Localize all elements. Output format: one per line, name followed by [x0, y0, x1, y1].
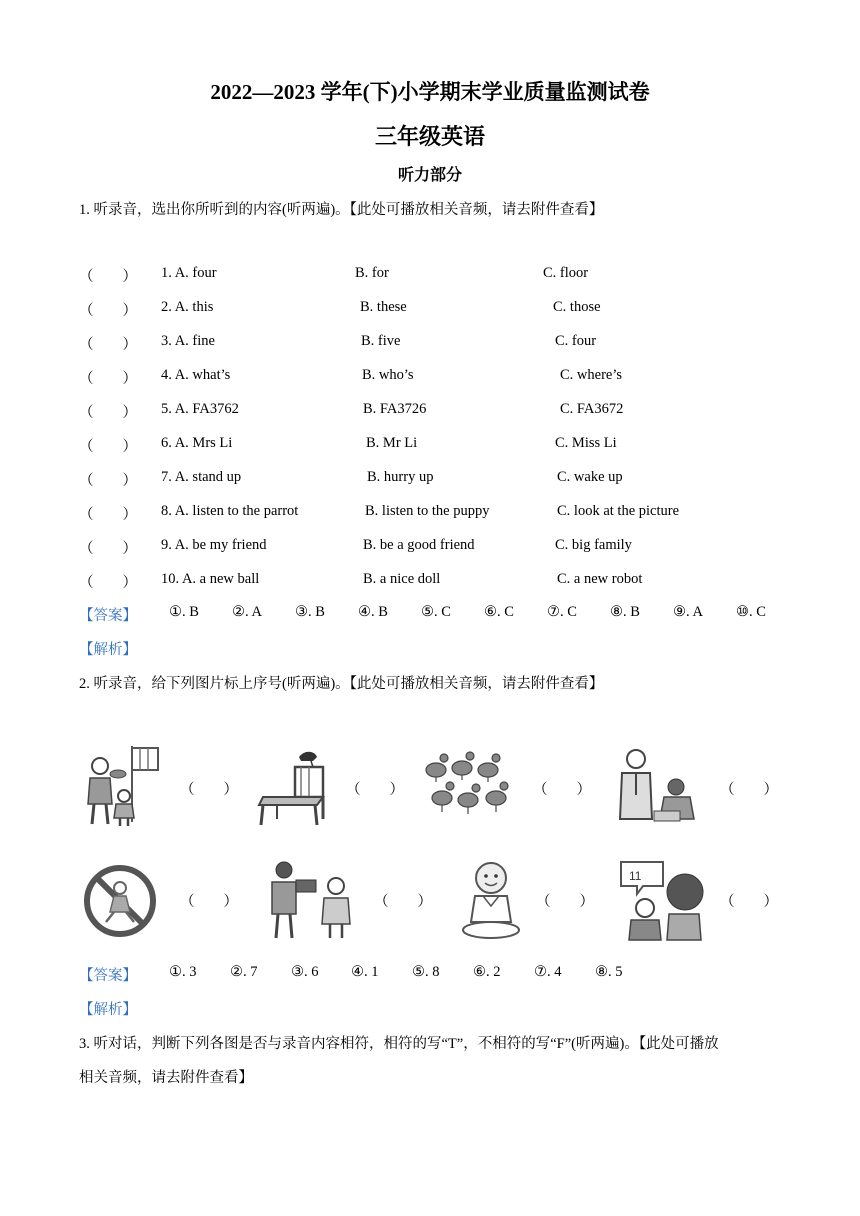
answer-item: ⑥. C — [484, 604, 514, 620]
answer-blank[interactable]: （ ） — [79, 439, 137, 455]
option-b: B. a nice doll — [363, 571, 441, 587]
option-a: 5. A. FA3762 — [161, 401, 239, 417]
answer-label: 【答案】 — [79, 968, 137, 984]
answer-blank[interactable]: （ ） — [79, 473, 137, 489]
analysis-label: 【解析】 — [79, 1002, 137, 1018]
q1-row — [79, 571, 799, 591]
q2-prompt: 2. 听录音，给下列图片标上序号(听两遍)。【此处可播放相关音频，请去附件查看】 — [79, 676, 604, 692]
answer-item: ①. 3 — [169, 964, 197, 980]
option-c: C. a new robot — [557, 571, 643, 587]
answer-blank[interactable]: （ ） — [79, 337, 137, 353]
answer-blank[interactable]: （ ） — [346, 782, 404, 798]
analysis-label: 【解析】 — [79, 642, 137, 658]
answer-label: 【答案】 — [79, 608, 137, 624]
ducks-icon — [422, 750, 514, 820]
option-b: B. be a good friend — [363, 537, 475, 553]
answer-blank[interactable]: （ ） — [79, 405, 137, 421]
answer-item: ⑨. A — [673, 604, 703, 620]
answer-item: ⑧. B — [610, 604, 640, 620]
answer-item: ⑥. 2 — [473, 964, 501, 980]
answer-blank[interactable]: （ ） — [720, 894, 778, 910]
option-c: C. big family — [555, 537, 632, 553]
answer-blank[interactable]: （ ） — [180, 782, 238, 798]
option-a: 1. A. four — [161, 265, 217, 281]
option-c: C. Miss Li — [555, 435, 617, 451]
option-a: 3. A. fine — [161, 333, 215, 349]
option-b: B. these — [360, 299, 407, 315]
option-c: C. floor — [543, 265, 589, 281]
option-c: C. those — [553, 299, 601, 315]
q1-prompt: 1. 听录音，选出你所听到的内容(听两遍)。【此处可播放相关音频，请去附件查看】 — [79, 202, 604, 218]
option-b: B. five — [361, 333, 401, 349]
bubble-number: 11 — [629, 869, 642, 883]
baby-icon — [455, 858, 527, 940]
option-c: C. look at the picture — [557, 503, 680, 519]
answer-item: ②. A — [232, 604, 262, 620]
answer-blank[interactable]: （ ） — [720, 782, 778, 798]
answer-blank[interactable]: （ ） — [79, 269, 137, 285]
q2-answer-row — [79, 964, 799, 984]
answer-item: ④. 1 — [351, 964, 379, 980]
q1-answer-row — [79, 604, 799, 624]
answer-item: ③. B — [295, 604, 325, 620]
option-a: 6. A. Mrs Li — [161, 435, 233, 451]
option-b: B. Mr Li — [366, 435, 418, 451]
option-a: 7. A. stand up — [161, 469, 242, 485]
option-a: 4. A. what’s — [161, 367, 231, 383]
answer-item: ⑤. 8 — [412, 964, 440, 980]
q1-row — [79, 333, 799, 353]
q3-prompt-line2: 相关音频，请去附件查看】 — [79, 1070, 253, 1086]
option-b: B. who’s — [362, 367, 414, 383]
exam-title: 2022—2023 学年(下)小学期末学业质量监测试卷 — [210, 80, 650, 104]
man-and-woman-talking-icon — [610, 745, 702, 827]
q1-row — [79, 469, 799, 489]
answer-blank[interactable]: （ ） — [533, 782, 591, 798]
option-b: B. FA3726 — [363, 401, 427, 417]
answer-blank[interactable]: （ ） — [79, 507, 137, 523]
answer-item: ①. B — [169, 604, 199, 620]
answer-item: ⑦. 4 — [534, 964, 562, 980]
answer-item: ④. B — [358, 604, 388, 620]
q1-row — [79, 265, 799, 285]
option-a: 8. A. listen to the parrot — [161, 503, 299, 519]
option-b: B. hurry up — [367, 469, 434, 485]
q1-row — [79, 299, 799, 319]
answer-blank[interactable]: （ ） — [180, 894, 238, 910]
father-and-child-flag-icon — [80, 742, 164, 828]
option-a: 9. A. be my friend — [161, 537, 267, 553]
answer-item: ②. 7 — [230, 964, 258, 980]
option-c: C. wake up — [557, 469, 623, 485]
option-b: B. for — [355, 265, 389, 281]
q1-row — [79, 367, 799, 387]
q1-row — [79, 401, 799, 421]
option-b: B. listen to the puppy — [365, 503, 490, 519]
answer-item: ⑩. C — [736, 604, 766, 620]
q1-row — [79, 503, 799, 523]
answer-blank[interactable]: （ ） — [374, 894, 432, 910]
option-a: 2. A. this — [161, 299, 214, 315]
answer-item: ⑤. C — [421, 604, 451, 620]
no-running-sign-icon — [80, 864, 160, 938]
exam-subtitle: 三年级英语 — [374, 124, 485, 149]
chair-with-bird-icon — [255, 745, 333, 827]
q3-prompt-line1: 3. 听对话，判断下列各图是否与录音内容相符，相符的写“T”，不相符的写“F”(听两遍)。【此处可播放 — [79, 1036, 719, 1052]
q1-row — [79, 435, 799, 455]
section-heading: 听力部分 — [397, 167, 462, 184]
answer-blank[interactable]: （ ） — [79, 541, 137, 557]
friends-chatting-icon — [615, 856, 707, 942]
option-c: C. FA3672 — [560, 401, 624, 417]
q1-row — [79, 537, 799, 557]
answer-item: ⑦. C — [547, 604, 577, 620]
answer-blank[interactable]: （ ） — [79, 575, 137, 591]
option-c: C. where’s — [560, 367, 623, 383]
answer-item: ③. 6 — [291, 964, 319, 980]
answer-blank[interactable]: （ ） — [79, 303, 137, 319]
answer-blank[interactable]: （ ） — [536, 894, 594, 910]
answer-item: ⑧. 5 — [595, 964, 623, 980]
boy-giving-gift-icon — [262, 858, 354, 940]
answer-blank[interactable]: （ ） — [79, 371, 137, 387]
option-c: C. four — [555, 333, 597, 349]
option-a: 10. A. a new ball — [161, 571, 260, 587]
